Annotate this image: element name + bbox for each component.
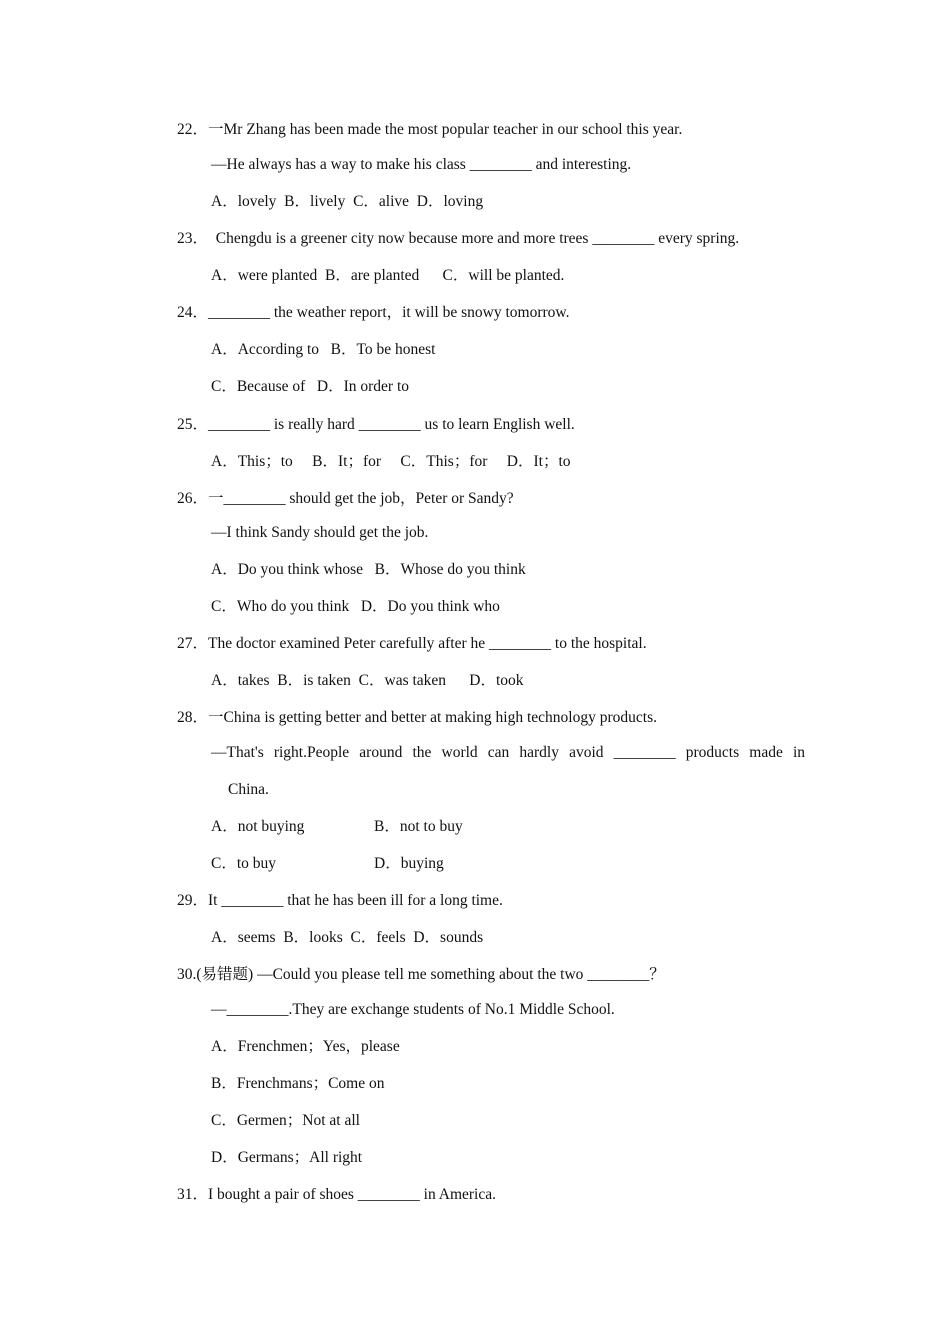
question-24-options-cd: C．Because of D．In order to (211, 378, 410, 395)
question-31-stem: 31．I bought a pair of shoes ________ in America. (177, 1186, 496, 1203)
question-29-options: A．seems B．looks C．feels D．sounds (211, 929, 484, 946)
question-30-option-a: A．Frenchmen；Yes，please (211, 1038, 400, 1055)
question-26-stem: 26．一________ should get the job，Peter or Sandy? (177, 490, 514, 507)
question-28-option-d: D．buying (374, 855, 444, 872)
question-28-stem: 28．一China is getting better and better at making high technology products. (177, 709, 657, 726)
question-30-stem: 30.(易错题) —Could you please tell me something about the two ________？ (177, 966, 665, 983)
question-30-option-d: D．Germans；All right (211, 1149, 363, 1166)
question-24-stem: 24．________ the weather report，it will be snowy tomorrow. (177, 304, 570, 321)
question-28-reply: —That's right.People around the world can hardly avoid ________ products made in (211, 744, 805, 761)
question-25-options: A．This；to B．It；for C．This；for D．It；to (211, 453, 571, 470)
question-27-options: A．takes B．is taken C．was taken D．took (211, 672, 524, 689)
question-22-reply: —He always has a way to make his class ________ and interesting. (211, 156, 632, 173)
question-30-option-c: C．Germen；Not at all (211, 1112, 360, 1129)
question-26-options-cd: C．Who do you think D．Do you think who (211, 598, 500, 615)
question-30-reply: —________.They are exchange students of No.1 Middle School. (211, 1001, 615, 1018)
question-26-reply: —I think Sandy should get the job. (211, 524, 429, 541)
question-22-stem: 22．一Mr Zhang has been made the most popular teacher in our school this year. (177, 121, 683, 138)
question-23-stem: 23． Chengdu is a greener city now because more and more trees ________ every spring. (177, 230, 740, 247)
question-26-options-ab: A．Do you think whose B．Whose do you think (211, 561, 526, 578)
question-30-option-b: B．Frenchmans；Come on (211, 1075, 385, 1092)
question-27-stem: 27．The doctor examined Peter carefully after he ________ to the hospital. (177, 635, 647, 652)
question-28-option-c: C．to buy (211, 855, 277, 872)
question-29-stem: 29．It ________ that he has been ill for a long time. (177, 892, 503, 909)
question-23-options: A．were planted B．are planted C．will be planted. (211, 267, 565, 284)
question-28-option-a: A．not buying (211, 818, 305, 835)
question-25-stem: 25．________ is really hard ________ us to learn English well. (177, 416, 575, 433)
question-28-option-b: B．not to buy (374, 818, 463, 835)
question-28-reply-continued: China. (228, 781, 269, 798)
question-22-options: A．lovely B．lively C．alive D．loving (211, 193, 484, 210)
question-24-options-ab: A．According to B．To be honest (211, 341, 436, 358)
